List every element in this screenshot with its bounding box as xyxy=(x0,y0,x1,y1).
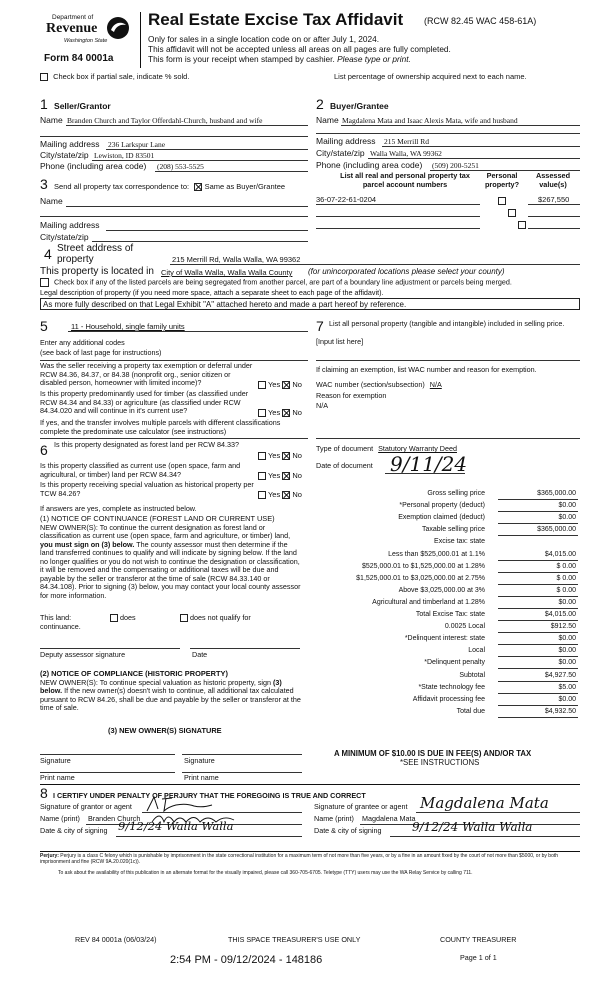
tax-row-label: Gross selling price xyxy=(427,490,485,497)
assessed-value-heading: Assessed value(s) xyxy=(535,171,571,189)
land-does-not-label: does not qualify for xyxy=(190,613,251,622)
land-use-value[interactable]: 11 - Household, single family units xyxy=(71,322,185,331)
tax-row-value[interactable]: $912.50 xyxy=(498,622,578,633)
buyer-phone-label: Phone (including area code) xyxy=(316,160,423,170)
notice-1-text-c: The county assessor must then determine if the land transferred continues to qualify and will indicate by signing below. If the land no longer qualifies or you do not wish to continue the designation or classification, it will be removed and the compensating or additional taxes will be due and payable by the seller or transferor at the time of sale (RCW 84.33.140 or 84.34.108). Prior to signing (3) below, you may contact your local county assessor for more information. xyxy=(40,539,301,600)
sec6-q3-no-label: No xyxy=(292,490,302,499)
page-number: Page 1 of 1 xyxy=(460,953,497,962)
form-citation: (RCW 82.45 WAC 458-61A) xyxy=(424,16,537,26)
sec5-q2-yes-checkbox[interactable] xyxy=(258,409,266,417)
header-note-2: This affidavit will not be accepted unless all areas on all pages are fully completed. xyxy=(148,44,451,54)
tax-row-label: 0.0025 Local xyxy=(444,623,485,631)
section-6-number: 6 xyxy=(40,442,48,458)
deputy-date-label: Date xyxy=(192,650,208,659)
personal-property-checkbox-1[interactable] xyxy=(498,197,506,205)
tax-row xyxy=(310,550,580,562)
seller-city-label: City/state/zip xyxy=(40,150,89,160)
dor-logo xyxy=(40,14,130,58)
street-address-label: Street address of property xyxy=(57,243,134,265)
grantee-print-label: Name (print) xyxy=(314,814,354,823)
tax-row xyxy=(310,598,580,610)
sec6-q1-no-checkbox[interactable] xyxy=(282,452,290,460)
sec5-q1-no-label: No xyxy=(292,380,302,389)
same-as-buyer-checkbox[interactable] xyxy=(194,183,202,191)
deputy-assessor-label: Deputy assessor signature xyxy=(40,650,126,659)
sec3-name-label: Name xyxy=(40,196,63,206)
minimum-fee-note: A MINIMUM OF $10.00 IS DUE IN FEE(S) AND/OR TAX xyxy=(334,749,532,758)
tax-row-label: Local xyxy=(468,647,485,655)
tax-row xyxy=(310,658,580,670)
tax-row-label: *Personal property (deduct) xyxy=(399,502,485,510)
sec5-q2: Is this property predominantly used for timber (as classified under RCW 84.34 and 84.33) or agriculture (as classified under RCW 84.34.020 and will continue in it's current use? xyxy=(40,389,249,416)
sec6-q2-no-checkbox[interactable] xyxy=(282,472,290,480)
county-treasurer-label: COUNTY TREASURER xyxy=(440,935,517,944)
tax-row-value[interactable]: $0.00 xyxy=(498,598,578,609)
perjury-text: Perjury is a class C felony which is punishable by imprisonment in the state correctional institution for a maximum term of not more than five years, or by a fine in an amount fixed by the court of not more than $5000, or by both imprisonment and fine (RCW 9A.20.020(1c)). xyxy=(40,853,559,866)
tax-row-label: Agricultural and timberland at 1.28% xyxy=(372,598,485,606)
new-owner-signature-label-1: Signature xyxy=(40,756,71,765)
sec6-q1-yes-checkbox[interactable] xyxy=(258,452,266,460)
legal-description-box[interactable] xyxy=(40,298,580,310)
grantee-date-label: Date & city of signing xyxy=(314,826,382,835)
exemption-reason-value[interactable]: N/A xyxy=(316,401,328,410)
section-7-number: 7 xyxy=(316,318,324,334)
tax-row-label: Subtotal xyxy=(459,671,485,679)
additional-codes-note: (see back of last page for instructions) xyxy=(40,348,162,357)
cashier-stamp: 2:54 PM - 09/12/2024 - 148186 xyxy=(170,954,323,966)
notice-1-text-b: you must sign on (3) below. xyxy=(40,539,135,549)
buyer-city-value[interactable]: Walla Walla, WA 99362 xyxy=(370,149,442,158)
notice-2-text-a: NEW OWNER(S): To continue special valuation as historic property, sign xyxy=(40,678,272,687)
sec6-q3: Is this property receiving special valuation as historical property per TCW 84.26? xyxy=(40,480,254,498)
dor-logo-text-1: Department of xyxy=(52,14,94,21)
parcels-heading: List all real and personal property tax parcel account numbers xyxy=(340,171,470,189)
dor-logo-icon xyxy=(106,16,130,40)
form-title: Real Estate Excise Tax Affidavit xyxy=(148,10,404,29)
grantee-date-value[interactable]: 9/12/24 Walla Walla xyxy=(412,820,533,834)
tax-row-label: Above $3,025,000.00 at 3% xyxy=(398,586,485,594)
new-owner-print-label-1: Print name xyxy=(40,773,75,782)
tax-row xyxy=(310,610,580,622)
tax-row xyxy=(310,707,580,719)
sec6-q1-no-label: No xyxy=(292,451,302,460)
sec6-q2-yes-label: Yes xyxy=(267,471,281,480)
sec5-q2-no-checkbox[interactable] xyxy=(282,409,290,417)
dor-logo-text-3: Washington State xyxy=(64,38,108,44)
continuance-label: continuance. xyxy=(40,622,81,631)
tax-row xyxy=(310,586,580,598)
sec6-q3-yes-checkbox[interactable] xyxy=(258,491,266,499)
tax-row-label: *State technology fee xyxy=(418,683,485,691)
legal-description-value: As more fully described on that Legal Exhibit "A" attached hereto and made a part hereof by reference. xyxy=(43,300,407,309)
tax-row xyxy=(310,525,580,537)
tax-row-value[interactable] xyxy=(498,537,578,548)
tax-row-label: Taxable selling price xyxy=(421,526,485,534)
seller-heading: Seller/Grantor xyxy=(54,101,111,111)
tax-row xyxy=(310,501,580,513)
seller-name-label: Name xyxy=(40,115,63,125)
segregated-checkbox[interactable] xyxy=(40,278,49,287)
revision-label: REV 84 0001a (06/03/24) xyxy=(75,935,157,944)
tax-row-label: $525,000.01 to $1,525,000.00 at 1.28% xyxy=(362,562,485,570)
tax-row-label: Total Excise Tax: state xyxy=(415,611,485,618)
ownership-note: List percentage of ownership acquired next to each name. xyxy=(334,72,527,81)
form-number: Form 84 0001a xyxy=(44,53,114,64)
located-in-value[interactable]: City of Walla Walla, Walla Walla County xyxy=(161,268,293,277)
notice-1-title: (1) NOTICE OF CONTINUANCE (FOREST LAND OR CURRENT USE) xyxy=(40,514,275,523)
land-does-not-checkbox[interactable] xyxy=(180,614,188,622)
new-owner-print-label-2: Print name xyxy=(184,773,219,782)
personal-property-list-value[interactable]: [Input list here] xyxy=(316,337,364,346)
dor-logo-text-2: Revenue xyxy=(46,21,98,36)
seller-phone-value[interactable]: (208) 553-5525 xyxy=(157,162,204,171)
grantee-print-value[interactable]: Magdalena Mata xyxy=(362,814,416,823)
grantor-print-label: Name (print) xyxy=(40,814,80,823)
sec5-q1: Was the seller receiving a property tax exemption or deferral under RCW 84.36, 84.37, or 84.38 (nonprofit org., senior citizen or disabled person, homeowner with limited income)? xyxy=(40,361,253,388)
tax-row-value[interactable]: $4,015.00 xyxy=(498,610,578,621)
sec6-q2-no-label: No xyxy=(292,471,302,480)
sec6-q2-yes-checkbox[interactable] xyxy=(258,472,266,480)
document-type-value[interactable]: Statutory Warranty Deed xyxy=(378,444,457,453)
certify-statement: I CERTIFY UNDER PENALTY OF PERJURY THAT THE FOREGOING IS TRUE AND CORRECT xyxy=(53,791,366,800)
assessed-value-1[interactable]: $267,550 xyxy=(538,195,570,204)
tax-row xyxy=(310,646,580,658)
perjury-label: Perjury: xyxy=(40,853,59,859)
section-4-number: 4 xyxy=(44,246,52,262)
section-5-number: 5 xyxy=(40,318,48,334)
sec5-q1-yes-label: Yes xyxy=(267,380,281,389)
tax-row xyxy=(310,695,580,707)
buyer-name-label: Name xyxy=(316,115,339,125)
wac-value[interactable]: N/A xyxy=(429,380,442,389)
tax-row-value[interactable]: $4,015.00 xyxy=(498,550,578,561)
header-note-3: This form is your receipt when stamped by cashier. xyxy=(148,54,335,64)
tax-row xyxy=(310,671,580,683)
header-note-1: Only for sales in a single location code on or after July 1, 2024. xyxy=(148,34,380,44)
tax-row-value[interactable]: $5.00 xyxy=(498,683,578,694)
tax-row-value[interactable]: $ 0.00 xyxy=(498,586,578,597)
treasurer-use-label: THIS SPACE TREASURER'S USE ONLY xyxy=(228,935,361,944)
legal-description-label: Legal description of property (if you need more space, attach a separate sheet to each page of the affidavit). xyxy=(40,288,384,297)
this-land-label: This land: xyxy=(40,613,72,622)
tax-row xyxy=(310,683,580,695)
tax-row-value[interactable]: $ 0.00 xyxy=(498,574,578,585)
seller-mailing-value[interactable]: 236 Larkspur Lane xyxy=(108,140,166,149)
tax-row-value[interactable]: $0.00 xyxy=(498,658,578,669)
seller-phone-label: Phone (including area code) xyxy=(40,161,147,171)
buyer-mailing-value[interactable]: 215 Merrill Rd xyxy=(384,137,429,146)
tax-row-label: Excise tax: state xyxy=(434,538,485,546)
document-type-label: Type of document xyxy=(316,444,374,453)
tax-row xyxy=(310,574,580,586)
document-date-label: Date of document xyxy=(316,461,373,470)
notice-1-text-a: NEW OWNER(S): To continue the current designation as forest land or classification as current use (open space, farm and agriculture, or timber) land, xyxy=(40,523,291,541)
notice-3-title: (3) NEW OWNER(S) SIGNATURE xyxy=(108,726,222,735)
buyer-heading: Buyer/Grantee xyxy=(330,101,389,111)
grantor-date-value[interactable]: 9/12/24 Walla Walla xyxy=(118,819,234,833)
buyer-city-label: City/state/zip xyxy=(316,148,365,158)
sec6-q2: Is this property classified as current use (open space, farm and agricultural, or timber) land per RCW 84.34? xyxy=(40,461,241,479)
personal-property-checkbox-2[interactable] xyxy=(508,209,516,217)
sec6-q1-yes-label: Yes xyxy=(267,451,281,460)
land-does-checkbox[interactable] xyxy=(110,614,118,622)
sec5-q2-no-label: No xyxy=(292,408,302,417)
tax-row-value[interactable]: $0.00 xyxy=(498,646,578,657)
section-2-number: 2 xyxy=(316,96,324,112)
tax-row-value[interactable]: $0.00 xyxy=(498,501,578,512)
exemption-reason-label: Reason for exemption xyxy=(316,391,387,400)
street-address-value[interactable]: 215 Merrill Rd, Walla Walla, WA 99362 xyxy=(172,255,301,264)
seller-mailing-label: Mailing address xyxy=(40,139,100,149)
tax-row xyxy=(310,537,580,549)
sec5-q3: If yes, and the transfer involves multiple parcels with different classifications complete the predominate use calculator (see instructions) xyxy=(40,418,281,436)
tax-row-label: *Delinquent interest: state xyxy=(404,635,485,643)
tax-row-label: Total due xyxy=(456,707,485,715)
same-as-buyer-label: Same as Buyer/Grantee xyxy=(204,182,286,191)
notice-2-title: (2) NOTICE OF COMPLIANCE (HISTORIC PROPERTY) xyxy=(40,669,228,678)
land-does-label: does xyxy=(120,613,136,622)
located-in-note: (for unincorporated locations please select your county) xyxy=(308,267,505,276)
seller-city-value[interactable]: Lewiston, ID 83501 xyxy=(94,151,155,160)
tax-row-value[interactable]: $0.00 xyxy=(498,695,578,706)
tax-row xyxy=(310,513,580,525)
partial-sale-label: Check box if partial sale, indicate % sold. xyxy=(53,72,190,81)
tax-row xyxy=(310,562,580,574)
header-note-3-italic: Please type or print. xyxy=(337,54,411,64)
grantee-signature[interactable]: Magdalena Mata xyxy=(420,794,549,812)
additional-codes-label: Enter any additional codes xyxy=(40,338,125,347)
tax-row-label: Less than $525,000.01 at 1.1% xyxy=(388,550,485,558)
sec3-city-label: City/state/zip xyxy=(40,232,89,242)
tax-row-value[interactable]: $365,000.00 xyxy=(498,525,578,536)
sec6-answer-note: If answers are yes, complete as instructed below. xyxy=(40,504,197,513)
buyer-name-value[interactable]: Magdalena Mata and Isaac Alexis Mata, wife and husband xyxy=(342,116,518,125)
see-instructions-note: *SEE INSTRUCTIONS xyxy=(400,758,480,767)
tax-row-value[interactable]: $365,000.00 xyxy=(498,489,578,500)
grantee-signature-label: Signature of grantee or agent xyxy=(314,802,408,811)
grantor-date-label: Date & city of signing xyxy=(40,826,108,835)
tax-row xyxy=(310,634,580,646)
sec5-q1-no-checkbox[interactable] xyxy=(282,381,290,389)
document-date-value[interactable]: 9/11/24 xyxy=(390,452,468,476)
sec3-mailing-label: Mailing address xyxy=(40,220,100,230)
tax-row-value[interactable]: $4,927.50 xyxy=(498,671,578,682)
tax-row-value[interactable]: $0.00 xyxy=(498,634,578,645)
sec6-q1: Is this property designated as forest land per RCW 84.33? xyxy=(54,440,239,449)
tax-row-value[interactable]: $4,932.50 xyxy=(498,707,578,718)
tax-row xyxy=(310,622,580,634)
notice-2-text-c: If the new owner(s) doesn't wish to continue, all additional tax calculated pursuant to RCW 84.26, shall be due and payable by the seller or transferor at the time of sale. xyxy=(40,686,301,713)
section-3-number: 3 xyxy=(40,176,48,192)
grantor-signature-label: Signature of grantor or agent xyxy=(40,802,132,811)
wac-label: WAC number (section/subsection) xyxy=(316,380,425,389)
personal-property-heading: Personal property? xyxy=(484,171,520,189)
tax-row-value[interactable]: $0.00 xyxy=(498,513,578,524)
notice-2-text-b: (3) below. xyxy=(40,678,282,696)
tax-row-label: Affidavit processing fee xyxy=(412,695,485,703)
tax-row-label: *Delinquent penalty xyxy=(424,659,485,667)
tax-row xyxy=(310,489,580,501)
segregated-label: Check box if any of the listed parcels are being segregated from another parcel, are part of a boundary line adjustment or parcels being merged. xyxy=(54,277,512,287)
located-in-label: This property is located in xyxy=(40,266,154,277)
accessibility-note: To ask about the availability of this publication in an alternate format for the visually impaired, please call 360-705-6705. Teletype (TTY) users may use the WA Relay Service by calling 711. xyxy=(58,870,473,876)
parcel-number-1[interactable]: 36-07-22-61-0204 xyxy=(316,195,377,204)
send-correspondence-label: Send all property tax correspondence to: xyxy=(54,182,190,191)
buyer-mailing-label: Mailing address xyxy=(316,136,376,146)
sec6-q3-yes-label: Yes xyxy=(267,490,281,499)
buyer-phone-value[interactable]: (509) 200-5251 xyxy=(432,161,479,170)
section-8-number: 8 xyxy=(40,785,48,801)
exemption-label: If claiming an exemption, list WAC number and reason for exemption. xyxy=(316,365,537,374)
new-owner-signature-label-2: Signature xyxy=(184,756,215,765)
tax-row-label: Exemption claimed (deduct) xyxy=(398,514,485,522)
sec5-q1-yes-checkbox[interactable] xyxy=(258,381,266,389)
grantor-print-value[interactable]: Branden Church xyxy=(88,814,141,823)
personal-property-list-label: List all personal property (tangible and intangible) included in selling price. xyxy=(329,319,565,328)
section-1-number: 1 xyxy=(40,96,48,112)
tax-row-label: $1,525,000.01 to $3,025,000.00 at 2.75% xyxy=(356,574,485,582)
tax-row-value[interactable]: $ 0.00 xyxy=(498,562,578,573)
sec5-q2-yes-label: Yes xyxy=(267,408,281,417)
partial-sale-checkbox[interactable] xyxy=(40,73,48,81)
sec6-q3-no-checkbox[interactable] xyxy=(282,491,290,499)
seller-name-value[interactable]: Branden Church and Taylor Offerdahl-Church, husband and wife xyxy=(67,116,263,125)
personal-property-checkbox-3[interactable] xyxy=(518,221,526,229)
